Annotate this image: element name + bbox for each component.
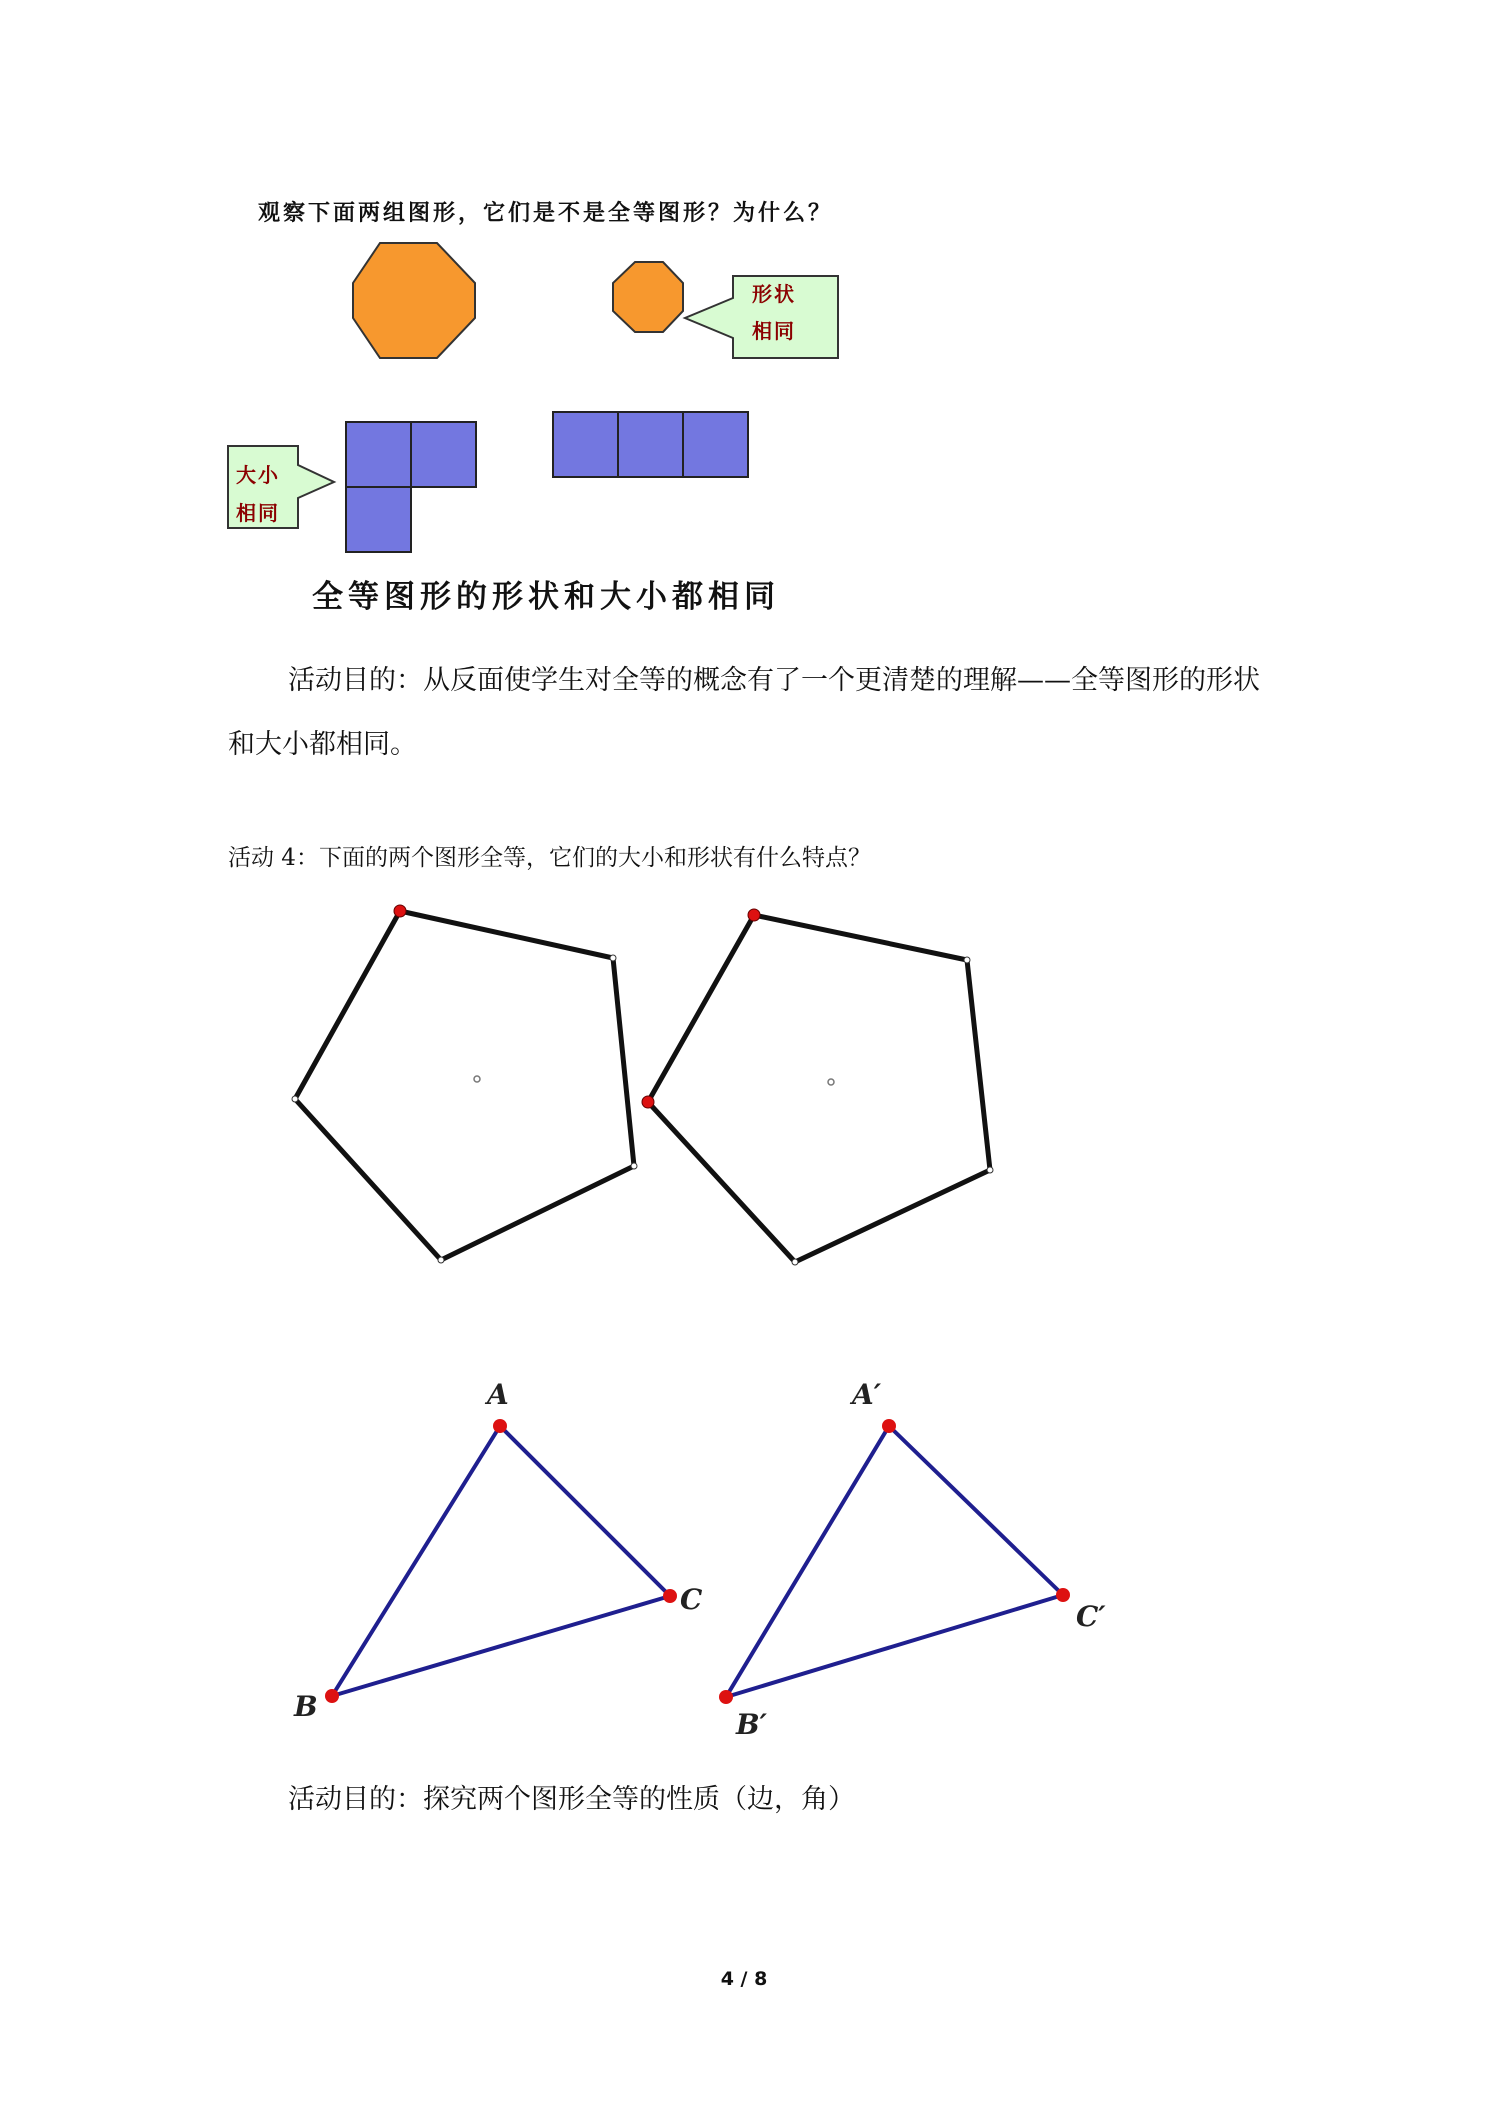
page-number: 4 / 8 xyxy=(720,1968,768,1990)
figure-question: 观察下面两组图形，它们是不是全等图形？为什么？ xyxy=(258,201,834,226)
label-c: C xyxy=(680,1583,703,1616)
congruence-figure xyxy=(0,0,1488,620)
triangles-figure xyxy=(0,1360,1488,1740)
purpose-text-1: 活动目的：从反面使学生对全等的概念有了一个更清楚的理解——全等图形的形状和大小都相同。 xyxy=(228,665,1260,760)
small-octagon xyxy=(613,262,683,332)
pentagon-left-center xyxy=(474,1076,480,1082)
label-b-prime: B′ xyxy=(736,1708,768,1740)
activity-4-heading: 活动 4：下面的两个图形全等，它们的大小和形状有什么特点？ xyxy=(228,845,871,871)
pentagon-right-vertex-red-top xyxy=(748,909,760,921)
pentagon-left xyxy=(292,905,637,1263)
size-callout-line2: 相同 xyxy=(236,501,280,525)
pentagon-left-vertex-red xyxy=(394,905,406,917)
vertex-c xyxy=(663,1589,677,1603)
pentagon-right xyxy=(642,909,993,1265)
l-shape-squares xyxy=(346,422,476,552)
label-a: A xyxy=(487,1378,509,1411)
label-a-prime: A′ xyxy=(852,1378,882,1411)
pentagon-right-center xyxy=(828,1079,834,1085)
label-c-prime: C′ xyxy=(1076,1600,1106,1633)
shape-callout-line1: 形状 xyxy=(752,282,796,306)
pentagon-right-vertex-red-left xyxy=(642,1096,654,1108)
row-squares xyxy=(553,412,748,477)
vertex-a-prime xyxy=(882,1419,896,1433)
figure-conclusion: 全等图形的形状和大小都相同 xyxy=(312,579,780,615)
purpose-paragraph-1 xyxy=(228,649,1278,777)
triangle-abc xyxy=(293,1378,703,1723)
label-b: B xyxy=(294,1690,318,1723)
vertex-b-prime xyxy=(719,1690,733,1704)
vertex-b xyxy=(325,1689,339,1703)
vertex-a xyxy=(493,1419,507,1433)
vertex-c-prime xyxy=(1056,1588,1070,1602)
shape-callout-line2: 相同 xyxy=(752,319,796,343)
pentagons-figure xyxy=(0,880,1488,1280)
triangle-abc-prime xyxy=(719,1378,1106,1740)
purpose-paragraph-2: 活动目的：探究两个图形全等的性质（边，角） xyxy=(288,1784,855,1815)
size-callout-line1: 大小 xyxy=(236,463,280,487)
large-octagon xyxy=(353,243,475,358)
